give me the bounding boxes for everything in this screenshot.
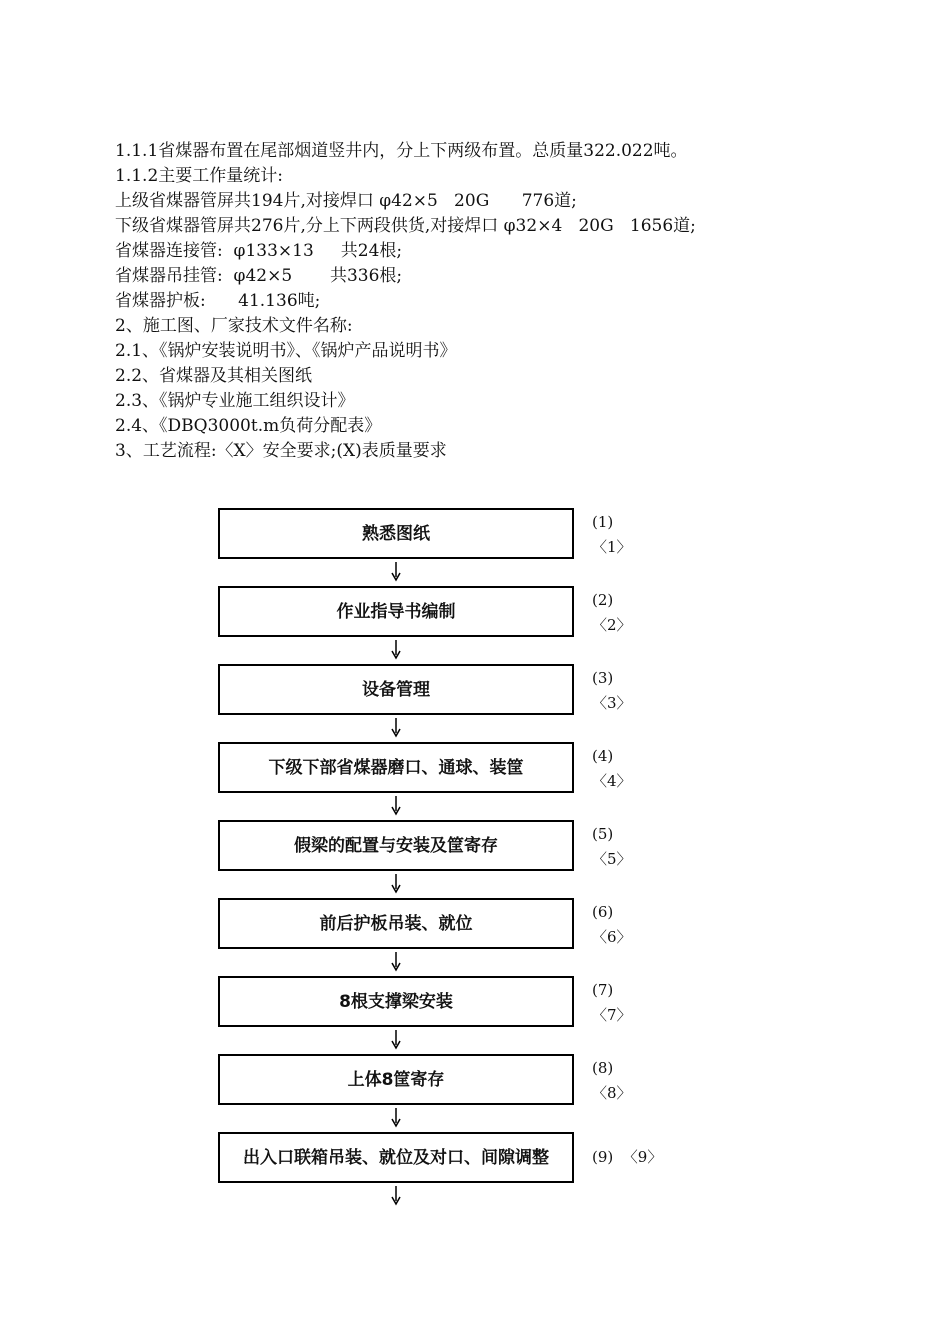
down-arrow-icon [396, 718, 397, 737]
flow-step-marks [592, 1145, 662, 1170]
flow-step-box [218, 898, 574, 949]
flow-step [218, 1054, 678, 1132]
flow-step-marks [592, 510, 632, 560]
flow-step-label: 前后护板吊装、就位 [319, 913, 473, 934]
flow-step-box [218, 1132, 574, 1183]
process-flowchart [218, 508, 678, 1210]
flow-step [218, 976, 678, 1054]
down-arrow-icon [396, 562, 397, 581]
flow-step-marks [592, 666, 632, 716]
quality-mark: (3) [592, 669, 614, 687]
down-arrow-icon [396, 1030, 397, 1049]
text-line: 上级省煤器管屏共194片,对接焊口 φ42×5 20G 776道; [115, 191, 577, 211]
text-line: 2.4、《DBQ3000t.m负荷分配表》 [115, 416, 382, 436]
flow-step [218, 508, 678, 586]
safety-mark: 〈9〉 [622, 1148, 663, 1166]
text-line: 1.1.1省煤器布置在尾部烟道竖井内，分上下两级布置。总质量322.022吨。 [115, 141, 688, 161]
text-line: 3、工艺流程:〈X〉安全要求;(X)表质量要求 [115, 441, 447, 461]
flow-step-marks [592, 978, 632, 1028]
text-line: 1.1.2主要工作量统计: [115, 166, 283, 186]
down-arrow-icon [396, 1186, 397, 1205]
safety-mark: 〈6〉 [592, 928, 632, 946]
quality-mark: (4) [592, 747, 614, 765]
flow-step [218, 664, 678, 742]
flow-step-label: 8根支撑梁安装 [339, 991, 453, 1012]
flow-step-marks [592, 1056, 632, 1106]
safety-mark: 〈4〉 [592, 772, 632, 790]
flow-step-label: 作业指导书编制 [336, 601, 456, 622]
flow-step [218, 820, 678, 898]
safety-mark: 〈1〉 [592, 538, 632, 556]
flow-step-label: 出入口联箱吊装、就位及对口、间隙调整 [243, 1147, 549, 1168]
down-arrow-icon [396, 874, 397, 893]
flow-step [218, 898, 678, 976]
text-line: 省煤器连接管: φ133×13 共24根; [115, 241, 403, 261]
flow-step-box [218, 742, 574, 793]
text-line: 省煤器吊挂管: φ42×5 共336根; [115, 266, 403, 286]
flow-step [218, 1132, 678, 1210]
safety-mark: 〈8〉 [592, 1084, 632, 1102]
flow-step-label: 设备管理 [362, 679, 430, 700]
quality-mark: (6) [592, 903, 614, 921]
quality-mark: (1) [592, 513, 614, 531]
down-arrow-icon [396, 952, 397, 971]
safety-mark: 〈5〉 [592, 850, 632, 868]
safety-mark: 〈3〉 [592, 694, 632, 712]
flow-step-marks [592, 900, 632, 950]
flow-step-box [218, 820, 574, 871]
flow-step-box [218, 976, 574, 1027]
safety-mark: 〈2〉 [592, 616, 632, 634]
quality-mark: (7) [592, 981, 614, 999]
quality-mark: (8) [592, 1059, 614, 1077]
flow-step [218, 586, 678, 664]
flow-step-label: 熟悉图纸 [362, 523, 430, 544]
flow-step [218, 742, 678, 820]
document-text [115, 139, 915, 464]
flow-step-label: 假梁的配置与安装及筐寄存 [294, 835, 498, 856]
flow-step-label: 上体8筐寄存 [347, 1069, 445, 1090]
flow-step-box [218, 664, 574, 715]
text-line: 省煤器护板: 41.136吨; [115, 291, 321, 311]
flow-step-marks [592, 822, 632, 872]
text-line: 下级省煤器管屏共276片,分上下两段供货,对接焊口 φ32×4 20G 1656道; [115, 216, 696, 236]
text-line: 2.1、《锅炉安装说明书》、《锅炉产品说明书》 [115, 341, 457, 361]
down-arrow-icon [396, 1108, 397, 1127]
down-arrow-icon [396, 640, 397, 659]
quality-mark: (5) [592, 825, 614, 843]
flow-step-marks [592, 588, 632, 638]
text-line: 2、施工图、厂家技术文件名称: [115, 316, 353, 336]
flow-step-box [218, 586, 574, 637]
flow-step-marks [592, 744, 632, 794]
down-arrow-icon [396, 796, 397, 815]
safety-mark: 〈7〉 [592, 1006, 632, 1024]
flow-step-label: 下级下部省煤器磨口、通球、装筐 [268, 757, 524, 778]
flow-step-box [218, 508, 574, 559]
text-line: 2.3、《锅炉专业施工组织设计》 [115, 391, 355, 411]
quality-mark: (9) [592, 1148, 614, 1166]
text-line: 2.2、省煤器及其相关图纸 [115, 366, 313, 386]
quality-mark: (2) [592, 591, 614, 609]
flow-step-box [218, 1054, 574, 1105]
